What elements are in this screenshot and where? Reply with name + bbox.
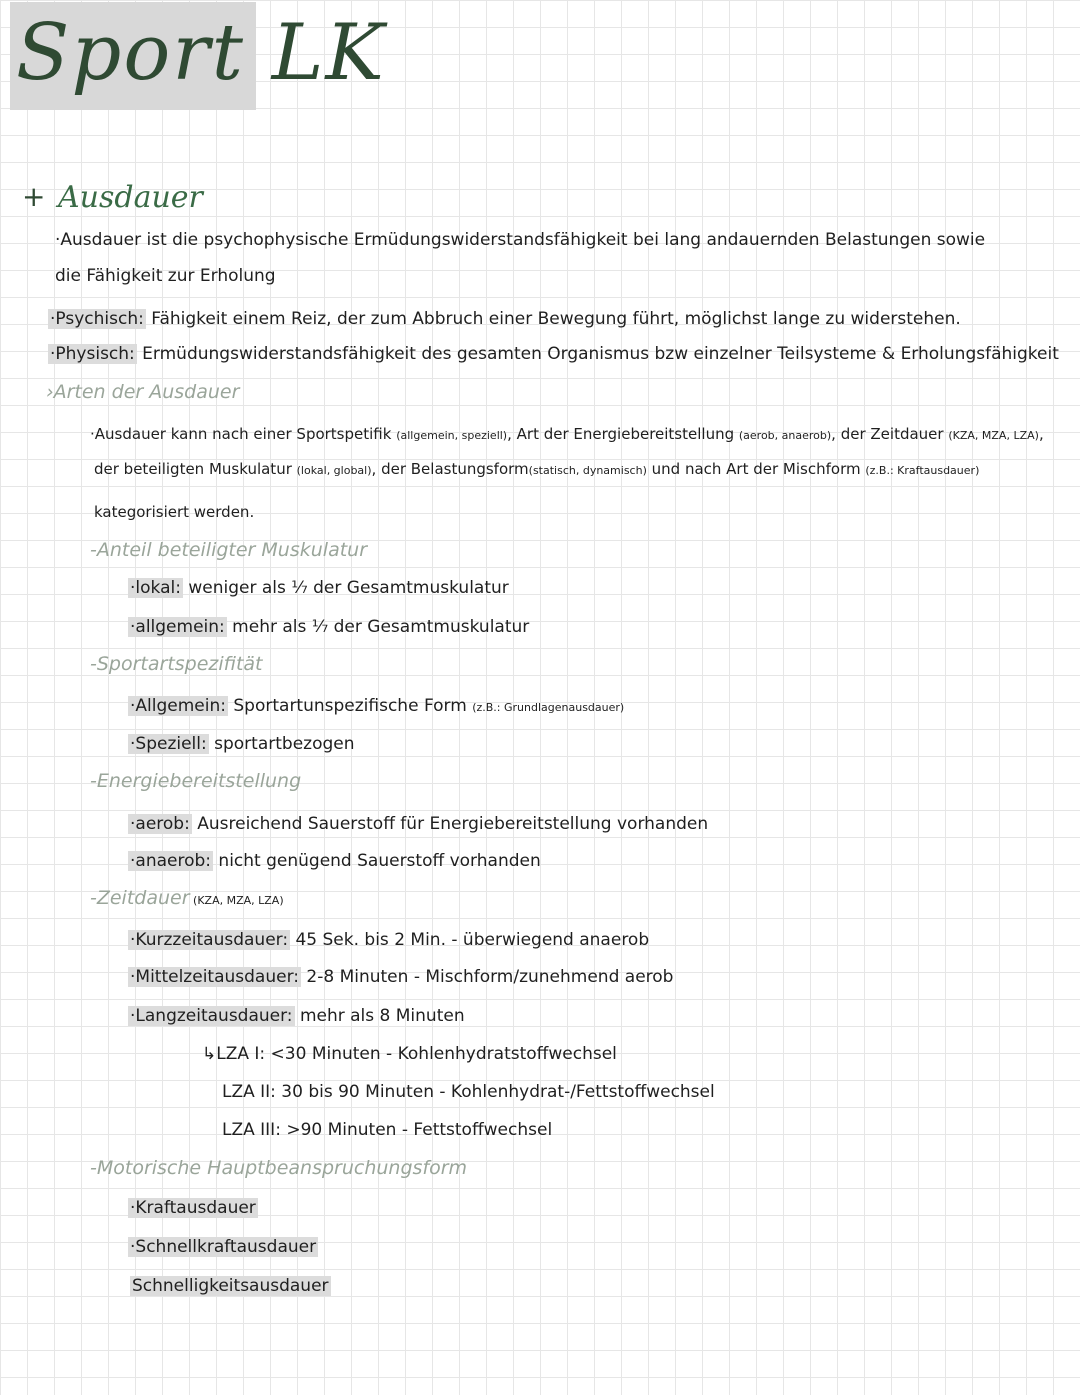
arten-line-2 xyxy=(94,462,979,477)
zeitdauer-heading-small: (KZA, MZA, LZA) xyxy=(189,894,284,907)
zeitdauer-item-2 xyxy=(128,969,673,986)
motorisch-item-1-text: ·Kraftausdauer xyxy=(130,1198,256,1218)
page-title: Sport LK xyxy=(16,8,386,98)
intro-line-1: ·Ausdauer ist die psychophysische Ermüdungswiderstandsfähigkeit bei lang andauernden Belastungen sowie xyxy=(55,230,986,250)
zeitdauer-item-2-text: 2-8 Minuten - Mischform/zunehmend aerob xyxy=(301,967,674,987)
arten-1a: ·Ausdauer kann nach einer Sportspetifik xyxy=(90,425,397,443)
arten-1g: , xyxy=(1038,425,1044,443)
sportart-item-2-text: sportartbezogen xyxy=(208,734,355,754)
muskulatur-item-2 xyxy=(128,619,529,636)
energie-item-2-text: nicht genügend Sauerstoff vorhanden xyxy=(213,851,541,871)
muskulatur-item-2-text: mehr als ⅐ der Gesamtmuskulatur xyxy=(226,617,530,637)
arten-1c: , Art der Energiebereitstellung xyxy=(507,425,739,443)
plus-icon: + xyxy=(22,180,46,213)
motorisch-item-3-text: Schnelligkeitsausdauer xyxy=(132,1276,329,1296)
motorisch-item-2-text: ·Schnellkraftausdauer xyxy=(130,1237,317,1257)
arten-2a: der beteiligten Muskulatur xyxy=(94,460,297,478)
sportart-item-1-text: Sportartunspezifische Form xyxy=(227,696,473,716)
arten-2e: und nach Art der Mischform xyxy=(646,460,866,478)
sportart-item-1-label: ·Allgemein: xyxy=(130,696,226,716)
energie-heading: -Energiebereitstellung xyxy=(90,770,302,792)
psychisch-text: Fähigkeit einem Reiz, der zum Abbruch einer Bewegung führt, möglichst lange zu widerstehen. xyxy=(145,309,961,329)
section-heading: Ausdauer xyxy=(58,180,203,215)
arten-2c: , der Belastungsform xyxy=(371,460,529,478)
intro-line-2: die Fähigkeit zur Erholung xyxy=(55,266,276,286)
energie-item-2 xyxy=(128,853,541,870)
physisch-line xyxy=(48,346,1059,363)
zeitdauer-item-3 xyxy=(128,1008,465,1025)
energie-item-1-text: Ausreichend Sauerstoff für Energiebereitstellung vorhanden xyxy=(191,814,709,834)
arten-line-1 xyxy=(90,427,1044,442)
zeitdauer-item-3-label: ·Langzeitausdauer: xyxy=(130,1006,293,1026)
sportart-item-1-small: (z.B.: Grundlagenausdauer) xyxy=(472,701,625,714)
muskulatur-item-1-text: weniger als ⅐ der Gesamtmuskulatur xyxy=(182,578,509,598)
muskulatur-item-2-label: ·allgemein: xyxy=(130,617,225,637)
muskulatur-item-1 xyxy=(128,580,509,597)
motorisch-item-3 xyxy=(130,1278,331,1295)
energie-item-1 xyxy=(128,816,708,833)
arten-2b: (lokal, global) xyxy=(296,464,372,477)
motorisch-item-1 xyxy=(128,1200,258,1217)
muskulatur-heading: -Anteil beteiligter Muskulatur xyxy=(90,539,368,561)
zeitdauer-item-1 xyxy=(128,932,649,949)
lza-line-3: LZA III: >90 Minuten - Fettstoffwechsel xyxy=(222,1120,553,1140)
psychisch-line xyxy=(48,311,961,328)
sportart-heading: -Sportartspezifität xyxy=(90,653,263,675)
title-block xyxy=(10,2,386,110)
zeitdauer-heading-text: -Zeitdauer xyxy=(90,887,190,909)
zeitdauer-item-1-label: ·Kurzzeitausdauer: xyxy=(130,930,289,950)
arten-2d: (statisch, dynamisch) xyxy=(528,464,647,477)
motorisch-heading: -Motorische Hauptbeanspruchungsform xyxy=(90,1157,468,1179)
arten-1b: (allgemein, speziell) xyxy=(396,429,508,442)
energie-item-1-label: ·aerob: xyxy=(130,814,190,834)
muskulatur-item-1-label: ·lokal: xyxy=(130,578,181,598)
lza-line-2: LZA II: 30 bis 90 Minuten - Kohlenhydrat-/Fettstoffwechsel xyxy=(222,1082,715,1102)
sportart-item-2 xyxy=(128,736,355,753)
physisch-text: Ermüdungswiderstandsfähigkeit des gesamten Organismus bzw einzelner Teilsysteme & Erholungsfähigkeit xyxy=(136,344,1059,364)
arten-1d: (aerob, anaerob) xyxy=(738,429,832,442)
zeitdauer-item-3-text: mehr als 8 Minuten xyxy=(294,1006,465,1026)
sportart-item-2-label: ·Speziell: xyxy=(130,734,207,754)
motorisch-item-2 xyxy=(128,1239,318,1256)
physisch-label: ·Physisch: xyxy=(50,344,135,364)
arten-line-3: kategorisiert werden. xyxy=(94,503,255,521)
sportart-item-1 xyxy=(128,698,624,715)
arten-1f: (KZA, MZA, LZA) xyxy=(948,429,1039,442)
arten-1e: , der Zeitdauer xyxy=(831,425,949,443)
arten-2f: (z.B.: Kraftausdauer) xyxy=(865,464,980,477)
zeitdauer-item-1-text: 45 Sek. bis 2 Min. - überwiegend anaerob xyxy=(290,930,650,950)
arten-heading: ›Arten der Ausdauer xyxy=(46,381,240,403)
psychisch-label: ·Psychisch: xyxy=(50,309,144,329)
lza-line-1: ↳LZA I: <30 Minuten - Kohlenhydratstoffwechsel xyxy=(202,1044,617,1064)
zeitdauer-item-2-label: ·Mittelzeitausdauer: xyxy=(130,967,299,987)
energie-item-2-label: ·anaerob: xyxy=(130,851,212,871)
zeitdauer-heading xyxy=(90,889,284,908)
